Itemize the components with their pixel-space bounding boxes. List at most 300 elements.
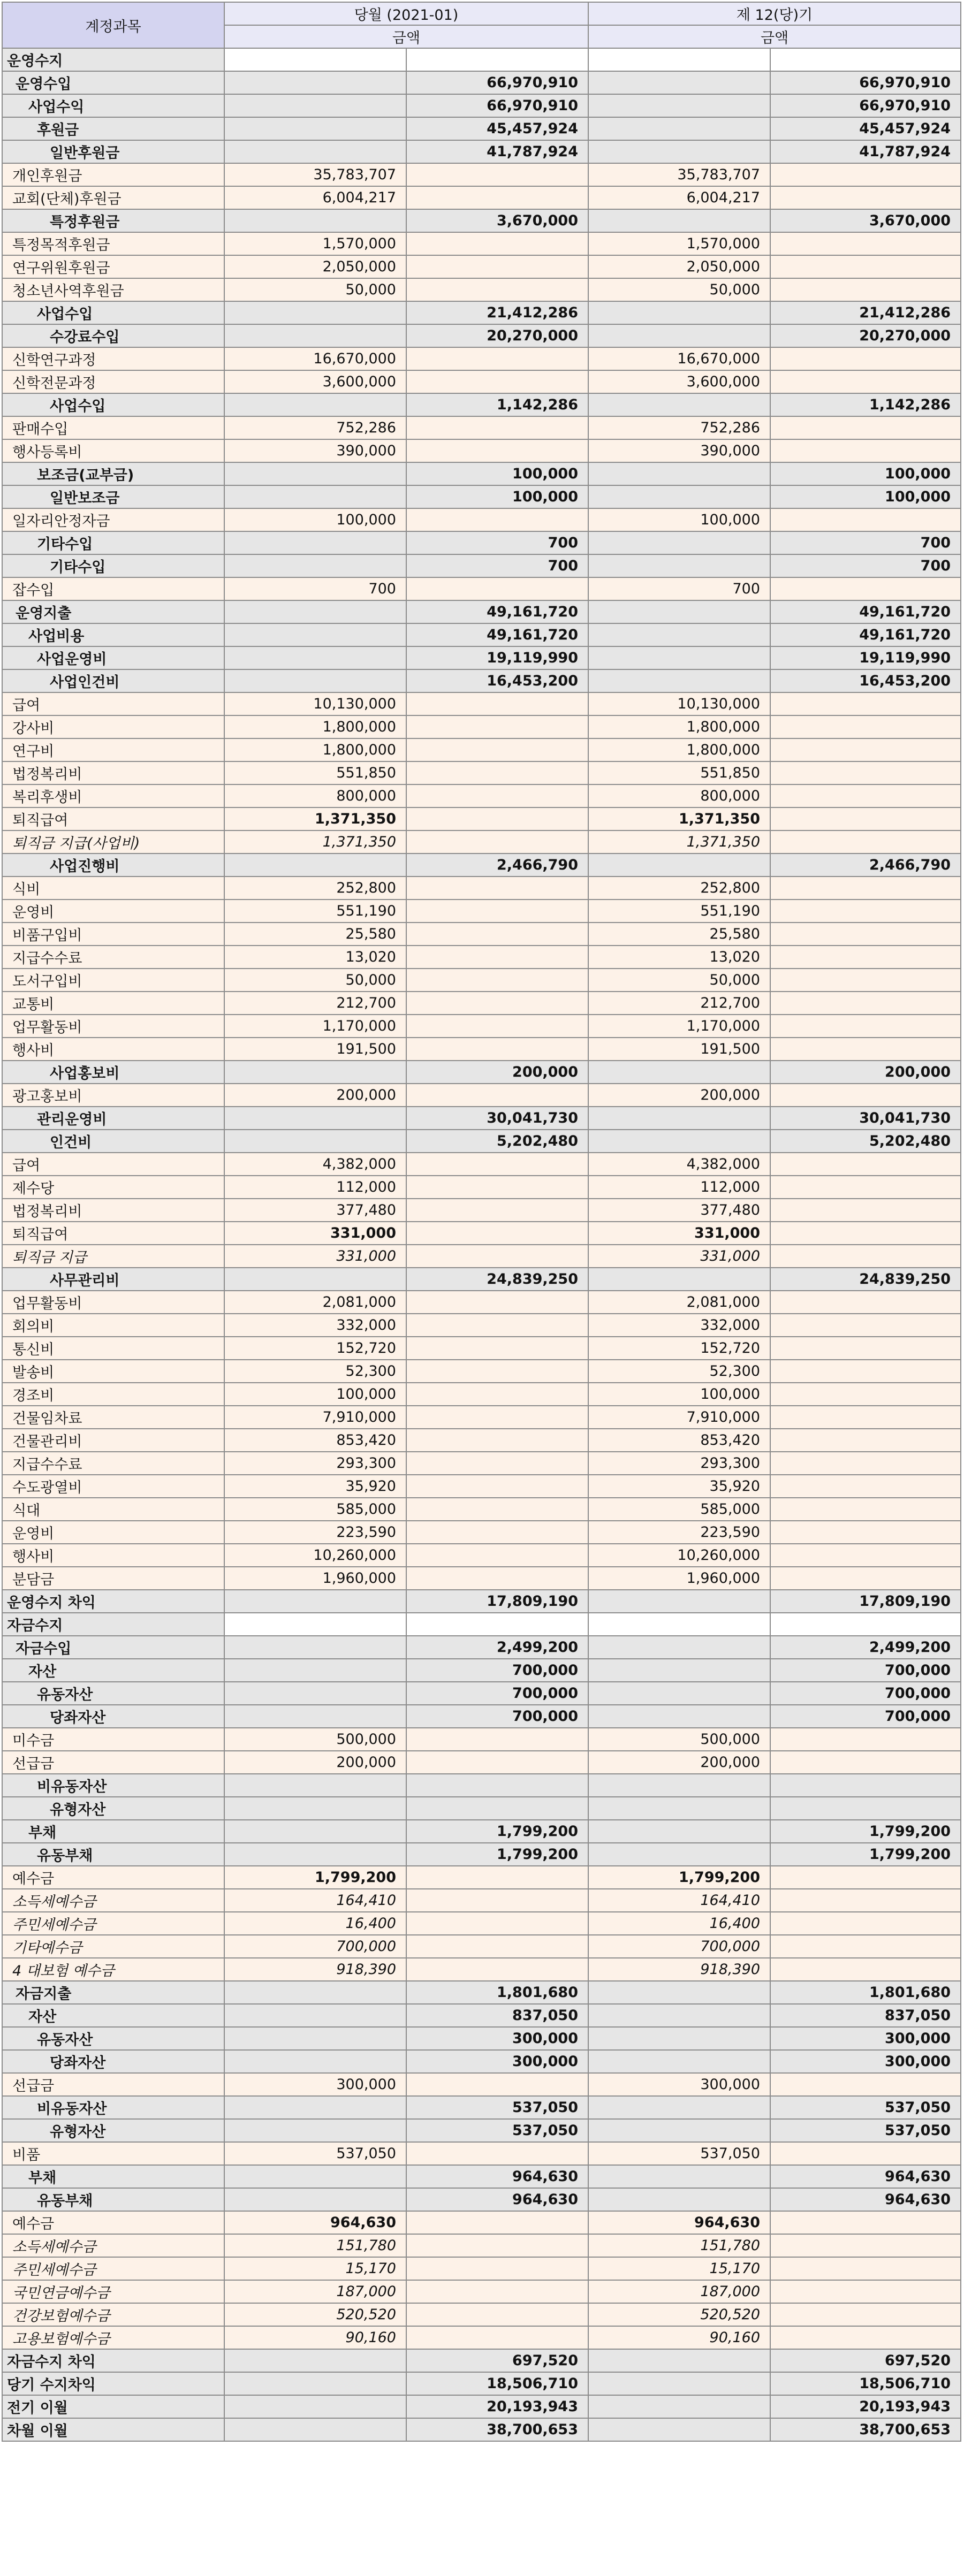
account-name-cell: 예수금 xyxy=(2,1866,224,1889)
table-row xyxy=(2,1935,961,1958)
cumulative-subtotal-cell: 24,839,250 xyxy=(770,1268,961,1291)
current-detail-cell xyxy=(224,1682,406,1705)
account-name-cell: 일자리안정자금 xyxy=(2,508,224,531)
current-detail-cell: 331,000 xyxy=(224,1245,406,1268)
current-detail-cell: 1,170,000 xyxy=(224,1015,406,1038)
current-subtotal-cell xyxy=(406,1774,588,1797)
current-detail-cell: 223,590 xyxy=(224,1521,406,1544)
account-name-cell: 광고홍보비 xyxy=(2,1084,224,1107)
account-name-cell: 운영수입 xyxy=(2,71,224,94)
current-detail-cell xyxy=(224,94,406,117)
cumulative-detail-cell: 331,000 xyxy=(588,1245,770,1268)
cumulative-subtotal-cell xyxy=(770,186,961,209)
account-name-cell: 소득세예수금 xyxy=(2,2234,224,2257)
current-subtotal-cell: 100,000 xyxy=(406,462,588,485)
current-subtotal-cell: 30,041,730 xyxy=(406,1107,588,1130)
current-subtotal-cell xyxy=(406,923,588,946)
cumulative-detail-cell xyxy=(588,1820,770,1843)
current-detail-cell xyxy=(224,2096,406,2119)
current-subtotal-cell xyxy=(406,1015,588,1038)
current-detail-cell: 50,000 xyxy=(224,278,406,301)
cumulative-detail-cell: 2,050,000 xyxy=(588,255,770,278)
cumulative-subtotal-cell: 49,161,720 xyxy=(770,600,961,623)
cumulative-detail-cell: 551,850 xyxy=(588,761,770,784)
cumulative-detail-cell: 3,600,000 xyxy=(588,370,770,393)
cumulative-detail-cell: 16,400 xyxy=(588,1912,770,1935)
table-row xyxy=(2,1130,961,1153)
current-subtotal-cell: 964,630 xyxy=(406,2165,588,2188)
cumulative-subtotal-cell xyxy=(770,1774,961,1797)
cumulative-detail-cell: 15,170 xyxy=(588,2257,770,2280)
cumulative-subtotal-cell xyxy=(770,2211,961,2234)
cumulative-subtotal-cell: 49,161,720 xyxy=(770,623,961,646)
current-detail-cell: 2,050,000 xyxy=(224,255,406,278)
table-row xyxy=(2,347,961,370)
table-row xyxy=(2,715,961,738)
table-row xyxy=(2,2234,961,2257)
cumulative-subtotal-cell xyxy=(770,2142,961,2165)
current-detail-cell: 300,000 xyxy=(224,2073,406,2096)
account-name-cell: 유형자산 xyxy=(2,2119,224,2142)
current-detail-cell: 13,020 xyxy=(224,946,406,969)
account-name-cell: 유형자산 xyxy=(2,1797,224,1820)
current-subtotal-cell: 1,801,680 xyxy=(406,1981,588,2004)
cumulative-detail-cell xyxy=(588,1843,770,1866)
current-subtotal-cell xyxy=(406,163,588,186)
table-row xyxy=(2,71,961,94)
current-detail-cell: 1,800,000 xyxy=(224,738,406,761)
current-subtotal-cell: 700,000 xyxy=(406,1659,588,1682)
cumulative-amount-header: 금액 xyxy=(588,25,961,48)
cumulative-subtotal-cell xyxy=(770,278,961,301)
cumulative-detail-cell: 918,390 xyxy=(588,1958,770,1981)
account-name-cell: 비품구입비 xyxy=(2,923,224,946)
table-row xyxy=(2,94,961,117)
current-detail-cell xyxy=(224,2165,406,2188)
cumulative-detail-cell xyxy=(588,669,770,692)
cumulative-subtotal-cell xyxy=(770,1314,961,1337)
current-detail-cell: 500,000 xyxy=(224,1728,406,1751)
cumulative-subtotal-cell xyxy=(770,1958,961,1981)
current-detail-cell: 112,000 xyxy=(224,1176,406,1199)
current-detail-cell xyxy=(224,1843,406,1866)
cumulative-subtotal-cell xyxy=(770,508,961,531)
current-detail-cell xyxy=(224,2050,406,2073)
cumulative-subtotal-cell: 837,050 xyxy=(770,2004,961,2027)
current-subtotal-cell xyxy=(406,2326,588,2349)
table-row xyxy=(2,2142,961,2165)
current-detail-cell: 520,520 xyxy=(224,2303,406,2326)
account-name-cell: 운영지출 xyxy=(2,600,224,623)
account-name-cell: 잡수입 xyxy=(2,577,224,600)
cumulative-subtotal-cell xyxy=(770,1797,961,1820)
table-row xyxy=(2,1866,961,1889)
cumulative-detail-cell: 331,000 xyxy=(588,1222,770,1245)
current-subtotal-cell xyxy=(406,1038,588,1061)
current-detail-cell: 700,000 xyxy=(224,1935,406,1958)
table-row xyxy=(2,370,961,393)
current-detail-cell: 10,260,000 xyxy=(224,1544,406,1567)
current-detail-cell xyxy=(224,1774,406,1797)
account-name-cell: 신학연구과정 xyxy=(2,347,224,370)
current-subtotal-cell xyxy=(406,186,588,209)
cumulative-subtotal-cell: 66,970,910 xyxy=(770,71,961,94)
cumulative-detail-cell xyxy=(588,71,770,94)
current-subtotal-cell xyxy=(406,255,588,278)
cumulative-subtotal-cell: 700,000 xyxy=(770,1705,961,1728)
cumulative-subtotal-cell: 21,412,286 xyxy=(770,301,961,324)
table-row xyxy=(2,2395,961,2418)
cumulative-subtotal-cell xyxy=(770,692,961,715)
cumulative-subtotal-cell: 16,453,200 xyxy=(770,669,961,692)
current-detail-cell: 332,000 xyxy=(224,1314,406,1337)
current-subtotal-cell xyxy=(406,761,588,784)
account-name-cell: 예수금 xyxy=(2,2211,224,2234)
table-row xyxy=(2,969,961,992)
current-detail-cell: 52,300 xyxy=(224,1360,406,1383)
cumulative-detail-cell xyxy=(588,1705,770,1728)
cumulative-detail-cell xyxy=(588,301,770,324)
cumulative-detail-cell xyxy=(588,1590,770,1613)
current-subtotal-cell xyxy=(406,278,588,301)
table-row xyxy=(2,1521,961,1544)
account-name-cell: 사업비용 xyxy=(2,623,224,646)
current-subtotal-cell xyxy=(406,2142,588,2165)
account-name-cell: 후원금 xyxy=(2,117,224,140)
cumulative-detail-cell: 585,000 xyxy=(588,1498,770,1521)
current-detail-cell xyxy=(224,1797,406,1820)
account-name-cell: 법정복리비 xyxy=(2,1199,224,1222)
cumulative-subtotal-cell xyxy=(770,2257,961,2280)
table-row xyxy=(2,623,961,646)
current-subtotal-cell: 3,670,000 xyxy=(406,209,588,232)
cumulative-detail-cell: 964,630 xyxy=(588,2211,770,2234)
account-name-cell: 인건비 xyxy=(2,1130,224,1153)
current-detail-cell: 16,670,000 xyxy=(224,347,406,370)
account-name-cell: 업무활동비 xyxy=(2,1015,224,1038)
cumulative-subtotal-cell: 1,801,680 xyxy=(770,1981,961,2004)
table-body xyxy=(2,48,961,2441)
table-row xyxy=(2,140,961,163)
current-subtotal-cell: 537,050 xyxy=(406,2119,588,2142)
current-detail-cell: 50,000 xyxy=(224,969,406,992)
cumulative-subtotal-cell: 3,670,000 xyxy=(770,209,961,232)
current-detail-cell xyxy=(224,2372,406,2395)
cumulative-subtotal-cell xyxy=(770,1038,961,1061)
cumulative-detail-cell: 853,420 xyxy=(588,1429,770,1452)
current-subtotal-cell xyxy=(406,1728,588,1751)
current-detail-cell: 35,920 xyxy=(224,1475,406,1498)
table-header xyxy=(2,2,961,48)
account-name-cell: 유동부채 xyxy=(2,1843,224,1866)
table-row xyxy=(2,1176,961,1199)
cumulative-subtotal-cell xyxy=(770,1544,961,1567)
account-name-cell: 당좌자산 xyxy=(2,1705,224,1728)
table-row xyxy=(2,600,961,623)
current-subtotal-cell: 49,161,720 xyxy=(406,623,588,646)
account-name-cell: 주민세예수금 xyxy=(2,1912,224,1935)
cumulative-subtotal-cell xyxy=(770,1498,961,1521)
current-subtotal-cell: 5,202,480 xyxy=(406,1130,588,1153)
cumulative-detail-cell: 1,799,200 xyxy=(588,1866,770,1889)
cumulative-subtotal-cell xyxy=(770,784,961,807)
current-subtotal-cell xyxy=(406,48,588,71)
cumulative-detail-cell xyxy=(588,554,770,577)
cumulative-subtotal-cell: 100,000 xyxy=(770,485,961,508)
current-detail-cell xyxy=(224,2188,406,2211)
table-row xyxy=(2,2303,961,2326)
account-name-cell: 법정복리비 xyxy=(2,761,224,784)
cumulative-subtotal-cell xyxy=(770,1751,961,1774)
cumulative-detail-cell xyxy=(588,1774,770,1797)
cumulative-subtotal-cell xyxy=(770,2073,961,2096)
current-subtotal-cell: 700 xyxy=(406,554,588,577)
current-subtotal-cell xyxy=(406,1291,588,1314)
current-subtotal-cell xyxy=(406,715,588,738)
cumulative-detail-cell: 1,800,000 xyxy=(588,715,770,738)
table-row xyxy=(2,2372,961,2395)
current-subtotal-cell xyxy=(406,1498,588,1521)
cumulative-subtotal-cell xyxy=(770,1383,961,1406)
account-name-cell: 보조금(교부금) xyxy=(2,462,224,485)
table-row xyxy=(2,1981,961,2004)
account-name-cell: 부채 xyxy=(2,1820,224,1843)
cumulative-subtotal-cell xyxy=(770,1912,961,1935)
account-name-cell: 자금지출 xyxy=(2,1981,224,2004)
table-row xyxy=(2,1061,961,1084)
account-name-cell: 수도광열비 xyxy=(2,1475,224,1498)
current-detail-cell xyxy=(224,1820,406,1843)
current-subtotal-cell: 700,000 xyxy=(406,1682,588,1705)
current-detail-cell xyxy=(224,2395,406,2418)
current-subtotal-cell: 964,630 xyxy=(406,2188,588,2211)
cumulative-subtotal-cell xyxy=(770,439,961,462)
cumulative-subtotal-cell xyxy=(770,923,961,946)
account-name-cell: 자산 xyxy=(2,2004,224,2027)
table-row xyxy=(2,301,961,324)
current-subtotal-cell xyxy=(406,1199,588,1222)
table-row xyxy=(2,48,961,71)
current-subtotal-cell: 21,412,286 xyxy=(406,301,588,324)
table-row xyxy=(2,1199,961,1222)
cumulative-detail-cell xyxy=(588,1107,770,1130)
account-name-cell: 청소년사역후원금 xyxy=(2,278,224,301)
account-name-cell: 비유동자산 xyxy=(2,2096,224,2119)
current-detail-cell: 700 xyxy=(224,577,406,600)
account-name-cell: 일반보조금 xyxy=(2,485,224,508)
table-row xyxy=(2,1659,961,1682)
table-row xyxy=(2,1820,961,1843)
cumulative-detail-cell xyxy=(588,1636,770,1659)
table-row xyxy=(2,1245,961,1268)
cumulative-subtotal-cell xyxy=(770,761,961,784)
current-subtotal-cell xyxy=(406,1314,588,1337)
account-name-cell: 주민세예수금 xyxy=(2,2257,224,2280)
table-row xyxy=(2,508,961,531)
current-subtotal-cell xyxy=(406,1889,588,1912)
current-subtotal-cell xyxy=(406,1797,588,1820)
cumulative-subtotal-cell xyxy=(770,2303,961,2326)
cumulative-subtotal-cell: 964,630 xyxy=(770,2188,961,2211)
current-subtotal-cell: 66,970,910 xyxy=(406,71,588,94)
table-row xyxy=(2,1567,961,1590)
cumulative-detail-cell xyxy=(588,462,770,485)
cumulative-subtotal-cell: 20,270,000 xyxy=(770,324,961,347)
account-name-cell: 소득세예수금 xyxy=(2,1889,224,1912)
current-subtotal-cell xyxy=(406,738,588,761)
cumulative-detail-cell xyxy=(588,393,770,416)
account-name-cell: 기타예수금 xyxy=(2,1935,224,1958)
table-row xyxy=(2,992,961,1015)
account-name-cell: 관리운영비 xyxy=(2,1107,224,1130)
current-detail-cell: 164,410 xyxy=(224,1889,406,1912)
cumulative-detail-cell xyxy=(588,2096,770,2119)
cumulative-detail-cell: 700 xyxy=(588,577,770,600)
table-row xyxy=(2,2096,961,2119)
current-subtotal-cell xyxy=(406,1452,588,1475)
cumulative-detail-cell xyxy=(588,646,770,669)
current-detail-cell: 964,630 xyxy=(224,2211,406,2234)
current-subtotal-cell xyxy=(406,439,588,462)
current-subtotal-cell xyxy=(406,877,588,900)
current-detail-cell: 1,371,350 xyxy=(224,830,406,853)
current-detail-cell: 752,286 xyxy=(224,416,406,439)
current-detail-cell: 918,390 xyxy=(224,1958,406,1981)
current-subtotal-cell xyxy=(406,830,588,853)
account-name-cell: 퇴직급여 xyxy=(2,807,224,830)
account-name-cell: 운영비 xyxy=(2,1521,224,1544)
table-row xyxy=(2,877,961,900)
cumulative-subtotal-cell: 45,457,924 xyxy=(770,117,961,140)
current-subtotal-cell: 300,000 xyxy=(406,2027,588,2050)
cumulative-detail-cell xyxy=(588,94,770,117)
cumulative-subtotal-cell: 1,799,200 xyxy=(770,1843,961,1866)
account-name-cell: 신학전문과정 xyxy=(2,370,224,393)
cumulative-detail-cell: 1,170,000 xyxy=(588,1015,770,1038)
cumulative-subtotal-cell xyxy=(770,2234,961,2257)
account-name-cell: 퇴직금 지급 xyxy=(2,1245,224,1268)
cumulative-subtotal-cell xyxy=(770,163,961,186)
cumulative-subtotal-cell: 66,970,910 xyxy=(770,94,961,117)
table-row xyxy=(2,853,961,877)
account-name-cell: 강사비 xyxy=(2,715,224,738)
cumulative-subtotal-cell xyxy=(770,1153,961,1176)
table-row xyxy=(2,1038,961,1061)
table-row xyxy=(2,1705,961,1728)
current-subtotal-cell: 18,506,710 xyxy=(406,2372,588,2395)
cumulative-subtotal-cell xyxy=(770,370,961,393)
cumulative-detail-cell: 332,000 xyxy=(588,1314,770,1337)
account-name-cell: 기타수입 xyxy=(2,531,224,554)
account-name-cell: 업무활동비 xyxy=(2,1291,224,1314)
current-subtotal-cell xyxy=(406,2280,588,2303)
current-subtotal-cell xyxy=(406,416,588,439)
current-subtotal-cell: 49,161,720 xyxy=(406,600,588,623)
current-detail-cell xyxy=(224,1061,406,1084)
cumulative-detail-cell: 200,000 xyxy=(588,1084,770,1107)
cumulative-detail-cell: 6,004,217 xyxy=(588,186,770,209)
current-detail-cell xyxy=(224,646,406,669)
account-name-cell: 당좌자산 xyxy=(2,2050,224,2073)
cumulative-subtotal-cell: 700,000 xyxy=(770,1659,961,1682)
table-row xyxy=(2,2027,961,2050)
current-subtotal-cell xyxy=(406,1383,588,1406)
table-row xyxy=(2,1889,961,1912)
cumulative-subtotal-cell xyxy=(770,1291,961,1314)
current-subtotal-cell xyxy=(406,1544,588,1567)
cumulative-subtotal-cell xyxy=(770,1337,961,1360)
current-subtotal-cell xyxy=(406,508,588,531)
current-subtotal-cell: 2,466,790 xyxy=(406,853,588,877)
cumulative-detail-cell: 1,371,350 xyxy=(588,807,770,830)
table-row xyxy=(2,209,961,232)
current-subtotal-cell: 41,787,924 xyxy=(406,140,588,163)
account-name-cell: 일반후원금 xyxy=(2,140,224,163)
table-row xyxy=(2,2165,961,2188)
table-row xyxy=(2,1544,961,1567)
current-detail-cell: 4,382,000 xyxy=(224,1153,406,1176)
table-row xyxy=(2,2211,961,2234)
current-detail-cell: 3,600,000 xyxy=(224,370,406,393)
table-row xyxy=(2,738,961,761)
cumulative-detail-cell xyxy=(588,853,770,877)
cumulative-subtotal-cell: 700 xyxy=(770,554,961,577)
current-subtotal-cell xyxy=(406,1245,588,1268)
account-name-cell: 급여 xyxy=(2,692,224,715)
cumulative-detail-cell: 223,590 xyxy=(588,1521,770,1544)
cumulative-subtotal-cell xyxy=(770,1015,961,1038)
table-row xyxy=(2,531,961,554)
cumulative-detail-cell: 1,570,000 xyxy=(588,232,770,255)
account-name-cell: 교회(단체)후원금 xyxy=(2,186,224,209)
current-subtotal-cell: 16,453,200 xyxy=(406,669,588,692)
account-name-cell: 사업수입 xyxy=(2,393,224,416)
current-detail-cell xyxy=(224,1636,406,1659)
cumulative-subtotal-cell: 30,041,730 xyxy=(770,1107,961,1130)
cumulative-detail-cell: 191,500 xyxy=(588,1038,770,1061)
cumulative-subtotal-cell xyxy=(770,1406,961,1429)
table-row xyxy=(2,1268,961,1291)
table-row xyxy=(2,692,961,715)
current-detail-cell: 6,004,217 xyxy=(224,186,406,209)
current-subtotal-cell xyxy=(406,807,588,830)
current-detail-cell xyxy=(224,1268,406,1291)
current-detail-cell: 1,960,000 xyxy=(224,1567,406,1590)
current-detail-cell xyxy=(224,600,406,623)
cumulative-subtotal-cell: 697,520 xyxy=(770,2349,961,2372)
current-subtotal-cell xyxy=(406,969,588,992)
table-row xyxy=(2,117,961,140)
cumulative-detail-cell: 152,720 xyxy=(588,1337,770,1360)
cumulative-subtotal-cell xyxy=(770,1176,961,1199)
cumulative-detail-cell xyxy=(588,2119,770,2142)
cumulative-detail-cell xyxy=(588,531,770,554)
cumulative-detail-cell xyxy=(588,2188,770,2211)
cumulative-subtotal-cell: 537,050 xyxy=(770,2119,961,2142)
cumulative-subtotal-cell: 700,000 xyxy=(770,1682,961,1705)
current-period-header: 당월 (2021-01) xyxy=(224,2,588,25)
current-detail-cell: 390,000 xyxy=(224,439,406,462)
cumulative-subtotal-cell xyxy=(770,1935,961,1958)
table-row xyxy=(2,1314,961,1337)
current-detail-cell: 252,800 xyxy=(224,877,406,900)
table-row xyxy=(2,646,961,669)
current-subtotal-cell: 697,520 xyxy=(406,2349,588,2372)
table-row xyxy=(2,1636,961,1659)
cumulative-subtotal-cell xyxy=(770,830,961,853)
table-row xyxy=(2,2326,961,2349)
cumulative-subtotal-cell: 300,000 xyxy=(770,2050,961,2073)
